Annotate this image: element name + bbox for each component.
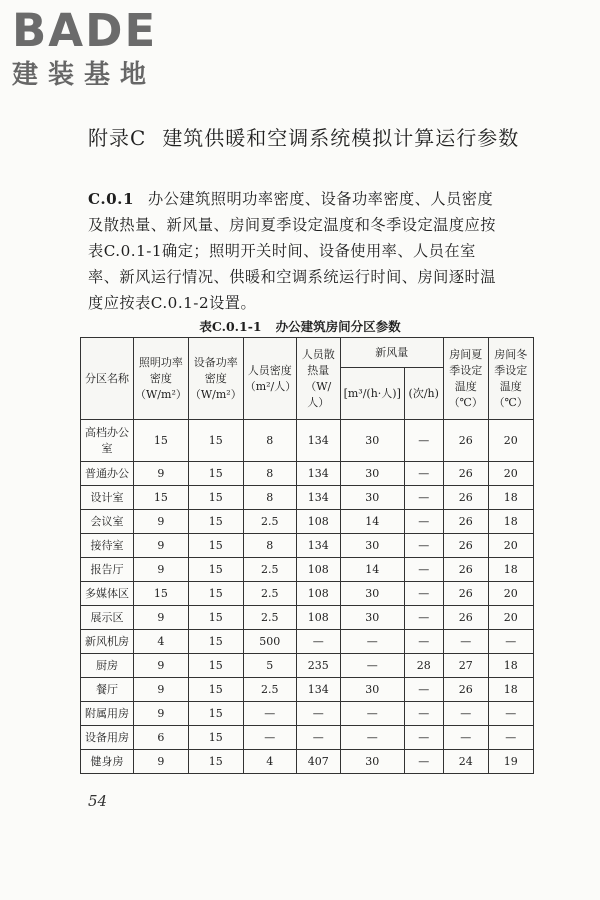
header-fresh-air: 新风量 xyxy=(340,338,443,368)
cell-air-change: — xyxy=(404,582,443,606)
clause-c-0-1 xyxy=(88,186,504,316)
cell-heat: — xyxy=(296,630,340,654)
cell-winter: 20 xyxy=(488,462,533,486)
cell-heat: 407 xyxy=(296,750,340,774)
cell-equipment: 15 xyxy=(188,702,243,726)
appendix-title: 建筑供暖和空调系统模拟计算运行参数 xyxy=(162,126,520,150)
cell-winter: — xyxy=(488,630,533,654)
cell-lighting: 9 xyxy=(134,558,189,582)
cell-lighting: 9 xyxy=(134,654,189,678)
cell-zone: 健身房 xyxy=(81,750,134,774)
cell-winter: 18 xyxy=(488,510,533,534)
table-row xyxy=(81,510,534,534)
cell-lighting: 9 xyxy=(134,750,189,774)
cell-heat: 108 xyxy=(296,558,340,582)
cell-winter: 18 xyxy=(488,678,533,702)
table-row xyxy=(81,486,534,510)
cell-winter: 18 xyxy=(488,486,533,510)
cell-air-person: 30 xyxy=(340,678,404,702)
cell-air-change: 28 xyxy=(404,654,443,678)
cell-summer: 26 xyxy=(443,678,488,702)
cell-air-person: — xyxy=(340,630,404,654)
cell-density: 2.5 xyxy=(243,678,296,702)
cell-zone: 新风机房 xyxy=(81,630,134,654)
table-caption-title: 办公建筑房间分区参数 xyxy=(275,319,401,334)
cell-winter: 18 xyxy=(488,558,533,582)
cell-heat: 134 xyxy=(296,534,340,558)
table-caption-id: 表C.0.1-1 xyxy=(199,319,262,334)
header-summer-temp: 房间夏季设定温度（℃） xyxy=(443,338,488,420)
cell-winter: 20 xyxy=(488,420,533,462)
cell-lighting: 15 xyxy=(134,486,189,510)
cell-lighting: 9 xyxy=(134,606,189,630)
table-body xyxy=(81,420,534,774)
cell-summer: 26 xyxy=(443,558,488,582)
cell-summer: 24 xyxy=(443,750,488,774)
cell-density: — xyxy=(243,702,296,726)
cell-zone: 展示区 xyxy=(81,606,134,630)
cell-winter: — xyxy=(488,726,533,750)
cell-summer: 26 xyxy=(443,606,488,630)
table-row xyxy=(81,750,534,774)
cell-density: — xyxy=(243,726,296,750)
header-equipment: 设备功率密度（W/m²） xyxy=(188,338,243,420)
cell-summer: 26 xyxy=(443,486,488,510)
cell-zone: 设备用房 xyxy=(81,726,134,750)
cell-summer: 26 xyxy=(443,462,488,486)
cell-zone: 接待室 xyxy=(81,534,134,558)
cell-heat: 134 xyxy=(296,678,340,702)
cell-equipment: 15 xyxy=(188,678,243,702)
cell-air-change: — xyxy=(404,462,443,486)
table-row xyxy=(81,420,534,462)
cell-lighting: 9 xyxy=(134,534,189,558)
cell-winter: 20 xyxy=(488,534,533,558)
cell-air-person: 30 xyxy=(340,420,404,462)
cell-air-change: — xyxy=(404,486,443,510)
cell-lighting: 9 xyxy=(134,702,189,726)
cell-equipment: 15 xyxy=(188,606,243,630)
cell-heat: 108 xyxy=(296,606,340,630)
cell-air-person: 30 xyxy=(340,582,404,606)
cell-air-person: — xyxy=(340,726,404,750)
cell-lighting: 9 xyxy=(134,462,189,486)
cell-density: 5 xyxy=(243,654,296,678)
table-row xyxy=(81,558,534,582)
cell-density: 4 xyxy=(243,750,296,774)
table-row xyxy=(81,582,534,606)
cell-density: 2.5 xyxy=(243,606,296,630)
cell-equipment: 15 xyxy=(188,510,243,534)
cell-air-person: 30 xyxy=(340,486,404,510)
header-winter-temp: 房间冬季设定温度（℃） xyxy=(488,338,533,420)
cell-air-change: — xyxy=(404,420,443,462)
cell-winter: — xyxy=(488,702,533,726)
bade-logo xyxy=(12,6,177,96)
header-fresh-air-per-person: [m³/(h·人)] xyxy=(340,368,404,420)
cell-lighting: 4 xyxy=(134,630,189,654)
appendix-heading xyxy=(88,122,519,151)
cell-air-change: — xyxy=(404,702,443,726)
cell-density: 2.5 xyxy=(243,558,296,582)
cell-heat: 235 xyxy=(296,654,340,678)
cell-heat: 108 xyxy=(296,582,340,606)
cell-equipment: 15 xyxy=(188,726,243,750)
cell-equipment: 15 xyxy=(188,558,243,582)
cell-summer: 26 xyxy=(443,534,488,558)
cell-heat: 134 xyxy=(296,462,340,486)
table-row xyxy=(81,630,534,654)
cell-equipment: 15 xyxy=(188,462,243,486)
cell-winter: 20 xyxy=(488,606,533,630)
cell-heat: 134 xyxy=(296,420,340,462)
header-lighting: 照明功率密度（W/m²） xyxy=(134,338,189,420)
header-density: 人员密度（m²/人） xyxy=(243,338,296,420)
cell-zone: 附属用房 xyxy=(81,702,134,726)
cell-zone: 会议室 xyxy=(81,510,134,534)
cell-winter: 20 xyxy=(488,582,533,606)
header-fresh-air-changes: (次/h) xyxy=(404,368,443,420)
cell-zone: 厨房 xyxy=(81,654,134,678)
cell-zone: 报告厅 xyxy=(81,558,134,582)
cell-zone: 多媒体区 xyxy=(81,582,134,606)
cell-summer: 26 xyxy=(443,420,488,462)
cell-air-person: 30 xyxy=(340,750,404,774)
cell-air-person: 14 xyxy=(340,558,404,582)
cell-zone: 高档办公室 xyxy=(81,420,134,462)
cell-density: 2.5 xyxy=(243,510,296,534)
clause-text: 办公建筑照明功率密度、设备功率密度、人员密度及散热量、新风量、房间夏季设定温度和冬季设定温度应按表C.0.1-1确定；照明开关时间、设备使用率、人员在室率、新风运行情况、供暖和空调系统运行时间、房间逐时温度应按表C.0.1-2设置。 xyxy=(88,190,496,312)
cell-summer: 27 xyxy=(443,654,488,678)
cell-zone: 普通办公 xyxy=(81,462,134,486)
cell-heat: — xyxy=(296,702,340,726)
table-row xyxy=(81,726,534,750)
cell-lighting: 9 xyxy=(134,510,189,534)
cell-winter: 18 xyxy=(488,654,533,678)
zone-parameter-table xyxy=(80,337,534,774)
cell-air-change: — xyxy=(404,726,443,750)
cell-air-change: — xyxy=(404,750,443,774)
cell-summer: 26 xyxy=(443,510,488,534)
cell-air-change: — xyxy=(404,678,443,702)
cell-air-change: — xyxy=(404,510,443,534)
cell-summer: — xyxy=(443,726,488,750)
cell-density: 8 xyxy=(243,462,296,486)
cell-density: 8 xyxy=(243,420,296,462)
cell-density: 8 xyxy=(243,486,296,510)
logo-subtitle: 建装基地 xyxy=(12,60,157,90)
cell-air-person: — xyxy=(340,702,404,726)
cell-summer: — xyxy=(443,630,488,654)
header-zone: 分区名称 xyxy=(81,338,134,420)
cell-density: 2.5 xyxy=(243,582,296,606)
table-caption xyxy=(0,317,600,335)
cell-air-person: 30 xyxy=(340,462,404,486)
cell-air-change: — xyxy=(404,558,443,582)
table-row xyxy=(81,606,534,630)
table-row xyxy=(81,702,534,726)
table-row xyxy=(81,534,534,558)
cell-summer: 26 xyxy=(443,582,488,606)
cell-zone: 餐厅 xyxy=(81,678,134,702)
cell-air-person: 14 xyxy=(340,510,404,534)
cell-air-change: — xyxy=(404,606,443,630)
cell-equipment: 15 xyxy=(188,630,243,654)
table-row xyxy=(81,654,534,678)
appendix-label: 附录C xyxy=(88,126,147,150)
page-number: 54 xyxy=(88,792,108,810)
cell-density: 8 xyxy=(243,534,296,558)
cell-heat: 108 xyxy=(296,510,340,534)
clause-id: C.0.1 xyxy=(88,190,135,208)
cell-lighting: 15 xyxy=(134,420,189,462)
cell-lighting: 6 xyxy=(134,726,189,750)
cell-zone: 设计室 xyxy=(81,486,134,510)
cell-equipment: 15 xyxy=(188,582,243,606)
cell-air-person: — xyxy=(340,654,404,678)
header-heat: 人员散热量（W/人） xyxy=(296,338,340,420)
cell-lighting: 15 xyxy=(134,582,189,606)
cell-air-person: 30 xyxy=(340,606,404,630)
logo-wordmark: BADE xyxy=(12,4,158,57)
cell-equipment: 15 xyxy=(188,486,243,510)
cell-equipment: 15 xyxy=(188,654,243,678)
cell-lighting: 9 xyxy=(134,678,189,702)
cell-heat: — xyxy=(296,726,340,750)
cell-winter: 19 xyxy=(488,750,533,774)
cell-air-change: — xyxy=(404,534,443,558)
table-row xyxy=(81,678,534,702)
cell-heat: 134 xyxy=(296,486,340,510)
cell-air-change: — xyxy=(404,630,443,654)
cell-equipment: 15 xyxy=(188,750,243,774)
cell-equipment: 15 xyxy=(188,534,243,558)
cell-summer: — xyxy=(443,702,488,726)
cell-equipment: 15 xyxy=(188,420,243,462)
cell-density: 500 xyxy=(243,630,296,654)
table-row xyxy=(81,462,534,486)
cell-air-person: 30 xyxy=(340,534,404,558)
